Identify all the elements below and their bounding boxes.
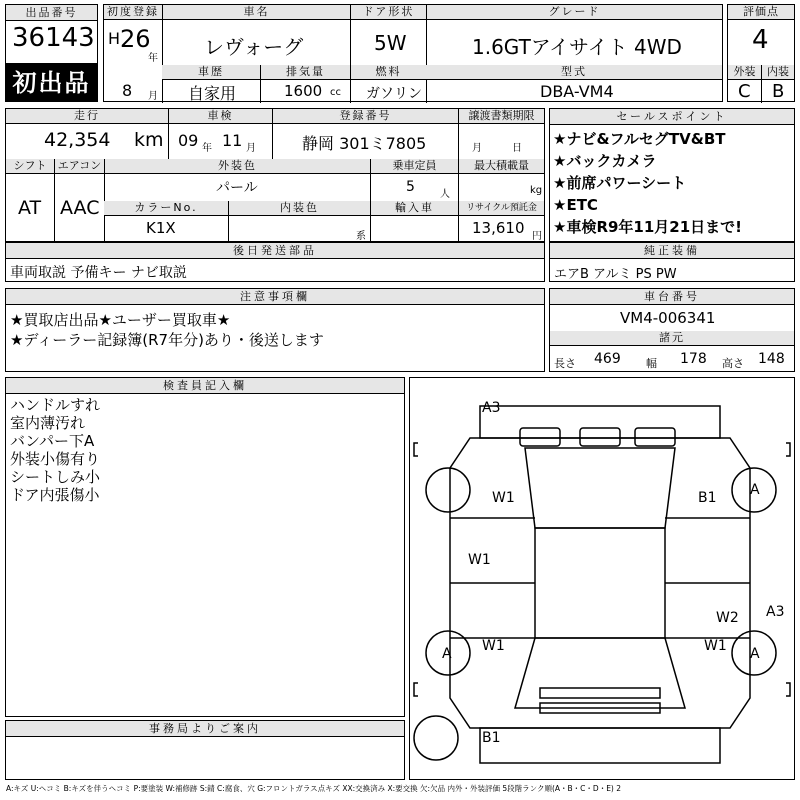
fuel-label: 燃料 xyxy=(350,65,426,80)
wid-label: 幅 xyxy=(646,357,657,370)
mark-w1-left-door: W1 xyxy=(468,552,491,568)
shift-value: AT xyxy=(18,197,42,219)
mark-w1-rear-left: W1 xyxy=(482,638,505,654)
recycle-label: リサイクル預託金 xyxy=(458,201,544,216)
aircon-label: エアコン xyxy=(54,159,104,174)
sales-point-5: ★車検R9年11月21日まで! xyxy=(553,218,743,236)
plate-value: 静岡 301ミ7805 xyxy=(302,134,427,153)
wid-value: 178 xyxy=(680,351,707,367)
transfer-month-unit: 月 xyxy=(472,143,482,154)
dims-label: 諸元 xyxy=(550,331,794,346)
door-label: ドア形状 xyxy=(350,5,426,20)
import-label: 輸入車 xyxy=(370,201,458,216)
recycle-unit: 円 xyxy=(532,231,542,242)
grade-label: グレード xyxy=(426,5,722,20)
mark-w2-right: W2 xyxy=(716,610,739,626)
score-label: 評価点 xyxy=(728,5,794,20)
sales-points-box xyxy=(549,108,795,242)
int-score-label: 内装 xyxy=(761,65,794,80)
grade-value: 1.6GTアイサイト 4WD xyxy=(472,35,682,59)
history-label: 車歴 xyxy=(162,65,260,80)
later-parts-label: 後日発送部品 xyxy=(6,243,544,259)
inspection-label: 車検 xyxy=(168,109,272,124)
inspector-box xyxy=(5,377,405,717)
mark-a-rear-right-wheel: A xyxy=(750,646,760,662)
chassis-box xyxy=(549,288,795,372)
chassis-value: VM4-006341 xyxy=(620,309,716,327)
max-load-label: 最大積載量 xyxy=(458,159,544,174)
transfer-day-unit: 日 xyxy=(512,143,522,154)
sales-point-2: ★バックカメラ xyxy=(553,152,657,170)
int-color-suffix: 系 xyxy=(356,231,366,242)
first-reg-era: H xyxy=(108,29,121,48)
office-label: 事務局よりご案内 xyxy=(6,721,404,737)
int-score-value: B xyxy=(772,81,785,102)
ext-color-label: 外装色 xyxy=(104,159,370,174)
top-info-box xyxy=(103,4,723,102)
mark-a-right-wheel: A xyxy=(750,482,760,498)
len-label: 長さ xyxy=(554,357,576,370)
displacement-value: 1600 xyxy=(284,82,323,100)
mark-w1-rear-right: W1 xyxy=(704,638,727,654)
inspection-month-unit: 月 xyxy=(246,143,256,154)
inspector-line-6: ドア内張傷小 xyxy=(10,486,100,504)
first-reg-year-unit: 年 xyxy=(148,53,158,64)
aircon-value: AAC xyxy=(60,197,100,219)
inspection-year-unit: 年 xyxy=(202,143,212,154)
hgt-value: 148 xyxy=(758,351,785,367)
car-diagram-box xyxy=(409,377,795,780)
hgt-label: 高さ xyxy=(722,357,744,370)
first-reg-label: 初度登録 xyxy=(104,5,162,20)
mark-a-rear-left-wheel: A xyxy=(442,646,452,662)
sales-point-4: ★ETC xyxy=(553,196,598,214)
first-reg-month: 8 xyxy=(122,81,133,100)
history-value: 自家用 xyxy=(188,84,237,103)
lot-box xyxy=(5,4,98,64)
displacement-label: 排気量 xyxy=(260,65,350,80)
first-reg-year: 26 xyxy=(120,25,151,53)
capacity-unit: 人 xyxy=(440,189,450,200)
inspector-label: 検査員記入欄 xyxy=(6,378,404,394)
mileage-value: 42,354 xyxy=(44,129,111,151)
ext-score-label: 外装 xyxy=(728,65,761,80)
mark-b1-right: B1 xyxy=(698,490,717,506)
mileage-label: 走行 xyxy=(6,109,168,124)
mark-w1-front: W1 xyxy=(492,490,515,506)
notes-line-2: ★ディーラー記録簿(R7年分)あり・後送します xyxy=(10,331,324,349)
mileage-unit: km xyxy=(134,129,164,151)
car-name-value: レヴォーグ xyxy=(204,35,304,59)
inspection-year: 09 xyxy=(178,131,199,150)
displacement-unit: cc xyxy=(330,87,341,98)
legend: A:キズ U:ヘコミ B:キズを伴うヘコミ P:要塗装 W:補修跡 S:錆 C:腐食、穴 G:フロントガラス点キズ XX:交換済み X:要交換 欠:欠品 内外・外装評価 5段階ランク順(A・B・C・D・E) 2 xyxy=(6,784,622,793)
car-name-label: 車名 xyxy=(162,5,350,20)
model-code-label: 型式 xyxy=(426,65,722,80)
lot-number: 36143 xyxy=(12,23,95,53)
inspector-line-1: ハンドルすれ xyxy=(10,396,101,414)
sales-point-1: ★ナビ&フルセグTV&BT xyxy=(553,130,726,148)
mark-b1-rear: B1 xyxy=(482,730,501,746)
shift-label: シフト xyxy=(6,159,54,174)
lot-label: 出品番号 xyxy=(6,5,97,21)
inspector-line-5: シートしみ小 xyxy=(10,468,101,486)
notes-label: 注意事項欄 xyxy=(6,289,544,305)
later-parts-value: 車両取説 予備キー ナビ取説 xyxy=(10,265,187,281)
transfer-doc-label: 譲渡書類期限 xyxy=(458,109,544,124)
score-box xyxy=(727,4,795,102)
wheel-front-left xyxy=(426,468,470,512)
first-reg-month-unit: 月 xyxy=(148,91,158,102)
chassis-label: 車台番号 xyxy=(550,289,794,305)
equipment-label: 純正装備 xyxy=(550,243,794,259)
spare-wheel xyxy=(414,716,458,760)
notes-box xyxy=(5,288,545,372)
recycle-value: 13,610 xyxy=(472,219,525,237)
later-parts-box xyxy=(5,242,545,282)
sales-points-label: セールスポイント xyxy=(550,109,794,125)
inspection-month: 11 xyxy=(222,131,243,150)
inspector-line-4: 外装小傷有り xyxy=(10,450,101,468)
ext-score-value: C xyxy=(738,81,751,102)
color-no-value: K1X xyxy=(146,219,176,237)
capacity-label: 乗車定員 xyxy=(370,159,458,174)
score-value: 4 xyxy=(752,25,769,55)
spec-box xyxy=(5,108,545,242)
int-color-label: 内装色 xyxy=(228,201,370,216)
equipment-box xyxy=(549,242,795,282)
model-code-value: DBA-VM4 xyxy=(540,82,614,101)
office-box xyxy=(5,720,405,780)
plate-label: 登録番号 xyxy=(272,109,458,124)
notes-line-1: ★買取店出品★ユーザー買取車★ xyxy=(10,311,231,329)
color-no-label: カラーNo. xyxy=(104,201,228,216)
equipment-value: エアB アルミ PS PW xyxy=(554,267,677,282)
first-listing-text: 初出品 xyxy=(12,69,91,97)
inspector-line-3: バンパー下A xyxy=(10,432,95,450)
len-value: 469 xyxy=(594,351,621,367)
max-load-unit: kg xyxy=(530,185,543,196)
fuel-value: ガソリン xyxy=(366,86,422,102)
sales-point-3: ★前席パワーシート xyxy=(553,174,687,192)
ext-color-value: パール xyxy=(216,180,258,196)
door-value: 5W xyxy=(374,31,407,55)
capacity-value: 5 xyxy=(406,179,415,195)
car-diagram xyxy=(410,378,794,779)
first-listing-badge xyxy=(5,64,98,102)
mark-a3-right: A3 xyxy=(766,604,785,620)
inspector-line-2: 室内薄汚れ xyxy=(10,414,86,432)
mark-a3-front: A3 xyxy=(482,400,501,416)
